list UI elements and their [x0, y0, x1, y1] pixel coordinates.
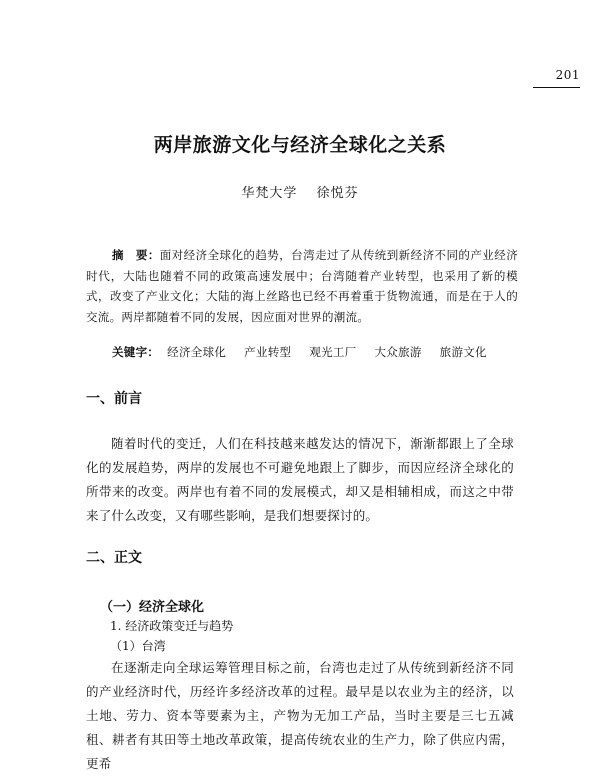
subsubsubsection-heading: （1）台湾	[110, 639, 166, 653]
subsection-heading: （一）经济全球化	[100, 600, 205, 615]
author-line	[0, 182, 600, 201]
keyword: 大众旅游	[374, 345, 422, 359]
section-heading-intro: 一、前言	[86, 391, 142, 407]
keyword: 旅游文化	[439, 345, 487, 359]
article-title: 两岸旅游文化与经济全球化之关系	[153, 134, 447, 156]
header-rule	[533, 87, 580, 88]
keyword: 观光工厂	[309, 345, 357, 359]
section-heading-body: 二、正文	[86, 550, 142, 566]
abstract-label: 摘 要：	[112, 248, 160, 262]
abstract	[86, 245, 518, 327]
author-name: 徐悦芬	[316, 186, 359, 201]
intro-paragraph: 随着时代的变迁，人们在科技越来越发达的情况下，渐渐都跟上了全球化的发展趋势，两岸的发展也不可避免地跟上了脚步，而因应经济全球化的所带来的改变。两岸也有着不同的发展模式，却又是相辅相成，而这之中带来了什么改变，又有哪些影响，是我们想要探讨的。	[86, 436, 514, 523]
abstract-text: 面对经济全球化的趋势，台湾走过了从传统到新经济不同的产业经济时代，大陆也随着不同的政策高速发展中；台湾随着产业转型，也采用了新的模式，改变了产业文化；大陆的海上丝路也已经不再着重于货物流通，而是在于人的交流。两岸都随着不同的发展，因应面对世界的潮流。	[86, 248, 518, 324]
keywords	[86, 344, 526, 360]
keyword: 经济全球化	[167, 345, 227, 359]
subsubsection-heading: 1. 经济政策变迁与趋势	[110, 619, 234, 633]
keywords-label: 关键字：	[112, 345, 160, 359]
keyword: 产业转型	[244, 345, 292, 359]
page-number: 201	[555, 68, 580, 82]
body-paragraph: 在逐渐走向全球运筹管理目标之前，台湾也走过了从传统到新经济不同的产业经济时代，历经许多经济改革的过程。最早是以农业为主的经济，以土地、劳力、资本等要素为主，产物为无加工产品，当时主要是三七五减租、耕者有其田等土地改革政策，提高传统农业的生产力，除了供应内需，更希	[86, 660, 514, 771]
author-affiliation: 华梵大学	[241, 186, 298, 201]
